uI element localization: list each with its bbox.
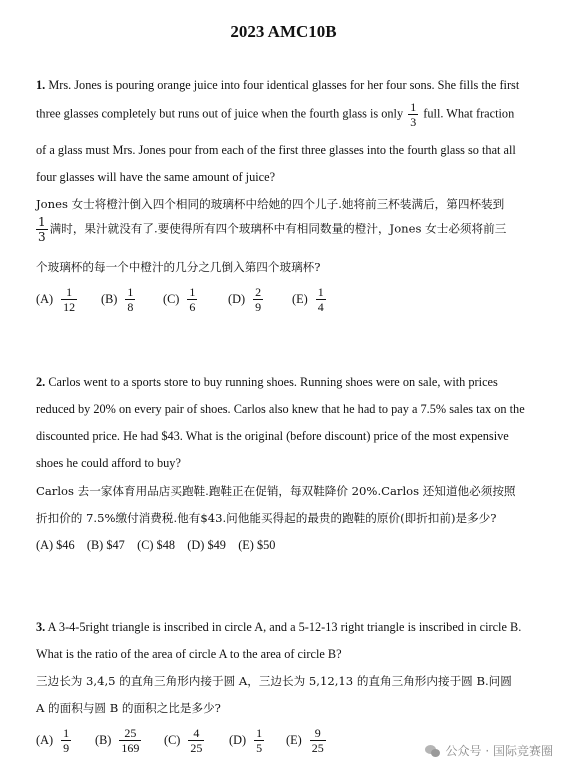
fraction: $\frac{25}{169}$ [121, 726, 140, 755]
fraction: $\frac{2}{9}$ [255, 285, 262, 314]
fraction: $\frac{1}{9}$ [63, 726, 70, 755]
q3-choice-b[interactable]: (B) $\frac{25}{169}$ [95, 726, 140, 755]
q2-line-4: shoes he could afford to buy? [36, 456, 181, 470]
fraction: $\frac{1}{4}$ [317, 285, 324, 314]
q1-choice-b[interactable]: (B) $\frac{1}{8}$ [101, 285, 134, 314]
q1-text: three glasses completely but runs out of juice when the fourth glass is only [36, 106, 404, 121]
page-title: 2023 AMC10B [230, 22, 337, 41]
q3-cn-line-1: 三边长为 3,4,5 的直角三角形内接于圆 A，三边长为 5,12,13 的直角三角形内接于圆 B.问圆 [36, 674, 512, 688]
q1-number: 1. [36, 78, 46, 92]
fraction: $\frac{1}{6}$ [189, 285, 196, 314]
q1-text: full. What fraction [423, 106, 515, 121]
q3-number: 3. [36, 620, 46, 634]
fraction: $\frac{1}{3}$ [410, 100, 417, 129]
q2-cn-line-1: Carlos 去一家体育用品店买跑鞋.跑鞋正在促销，每双鞋降价 20%.Carlos 还知道他必须按照 [36, 484, 516, 498]
q2-line-1 [36, 375, 498, 390]
q3-line-2: What is the ratio of the area of circle A to the area of circle B? [36, 647, 342, 661]
q2-cn-line-2: 折扣价的 7.5%缴付消费税.他有$43.问他能买得起的最贵的跑鞋的原价(即折扣前)是多少? [36, 511, 497, 525]
q3-choice-c[interactable]: (C) $\frac{4}{25}$ [164, 726, 203, 755]
wechat-icon [425, 744, 441, 758]
fraction: $\frac{4}{25}$ [190, 726, 203, 755]
fraction: $\frac{1}{8}$ [127, 285, 134, 314]
q1-line-1 [36, 78, 519, 93]
q2-text: Carlos went to a sports store to buy running shoes. Running shoes were on sale, with prices [48, 375, 498, 389]
watermark-text: 公众号 · 国际竞赛圈 [445, 744, 553, 758]
q3-cn-line-2: A 的面积与圆 B 的面积之比是多少? [36, 701, 221, 715]
fraction: $\frac{1}{12}$ [63, 285, 76, 314]
q1-cn-line-1: Jones 女士将橙汁倒入四个相同的玻璃杯中给她的四个儿子.她将前三杯装满后，第四杯装到 [36, 197, 505, 211]
q3-choice-d[interactable]: (D) $\frac{1}{5}$ [229, 726, 263, 755]
q1-choice-a[interactable]: (A) $\frac{1}{12}$ [36, 285, 76, 314]
q3-text: A 3-4-5right triangle is inscribed in circle A, and a 5-12-13 right triangle is inscribed in circle B. [47, 620, 522, 634]
q1-line-2 [36, 100, 514, 129]
q1-choice-e[interactable]: (E) $\frac{1}{4}$ [292, 285, 324, 314]
fraction: $\frac{1}{5}$ [256, 726, 263, 755]
q1-cn-text: 满时，果汁就没有了.要使得所有四个玻璃杯中有相同数量的橙汁，Jones 女士必须将前三 [49, 221, 507, 236]
q3-choice-e[interactable]: (E) $\frac{9}{25}$ [286, 726, 324, 755]
q2-line-3: discounted price. He had $43. What is the original (before discount) price of the most expensive [36, 429, 509, 443]
q2-number: 2. [36, 375, 46, 389]
q1-cn-line-3: 个玻璃杯的每一个中橙汁的几分之几倒入第四个玻璃杯? [36, 260, 321, 274]
q1-line-3: of a glass must Mrs. Jones pour from each of the first three glasses into the fourth glass so that all [36, 143, 516, 157]
q1-choice-d[interactable]: (D) $\frac{2}{9}$ [228, 285, 262, 314]
fraction: $\frac{9}{25}$ [311, 726, 324, 755]
q2-line-2: reduced by 20% on every pair of shoes. Carlos also knew that he had to pay a 7.5% sales tax on the [36, 402, 525, 416]
q3-line-1 [36, 620, 521, 635]
q1-cn-line-2 [36, 215, 506, 244]
q3-choice-a[interactable]: (A) $\frac{1}{9}$ [36, 726, 70, 755]
fraction: $\frac{1}{3}$ [38, 215, 46, 244]
q2-choices[interactable]: (A) $46 (B) $47 (C) $48 (D) $49 (E) $50 [36, 538, 276, 552]
q1-text: Mrs. Jones is pouring orange juice into four identical glasses for her four sons. She fills the first [48, 78, 520, 92]
watermark [425, 742, 553, 759]
q1-choice-c[interactable]: (C) $\frac{1}{6}$ [163, 285, 196, 314]
q1-line-4: four glasses will have the same amount of juice? [36, 170, 276, 184]
